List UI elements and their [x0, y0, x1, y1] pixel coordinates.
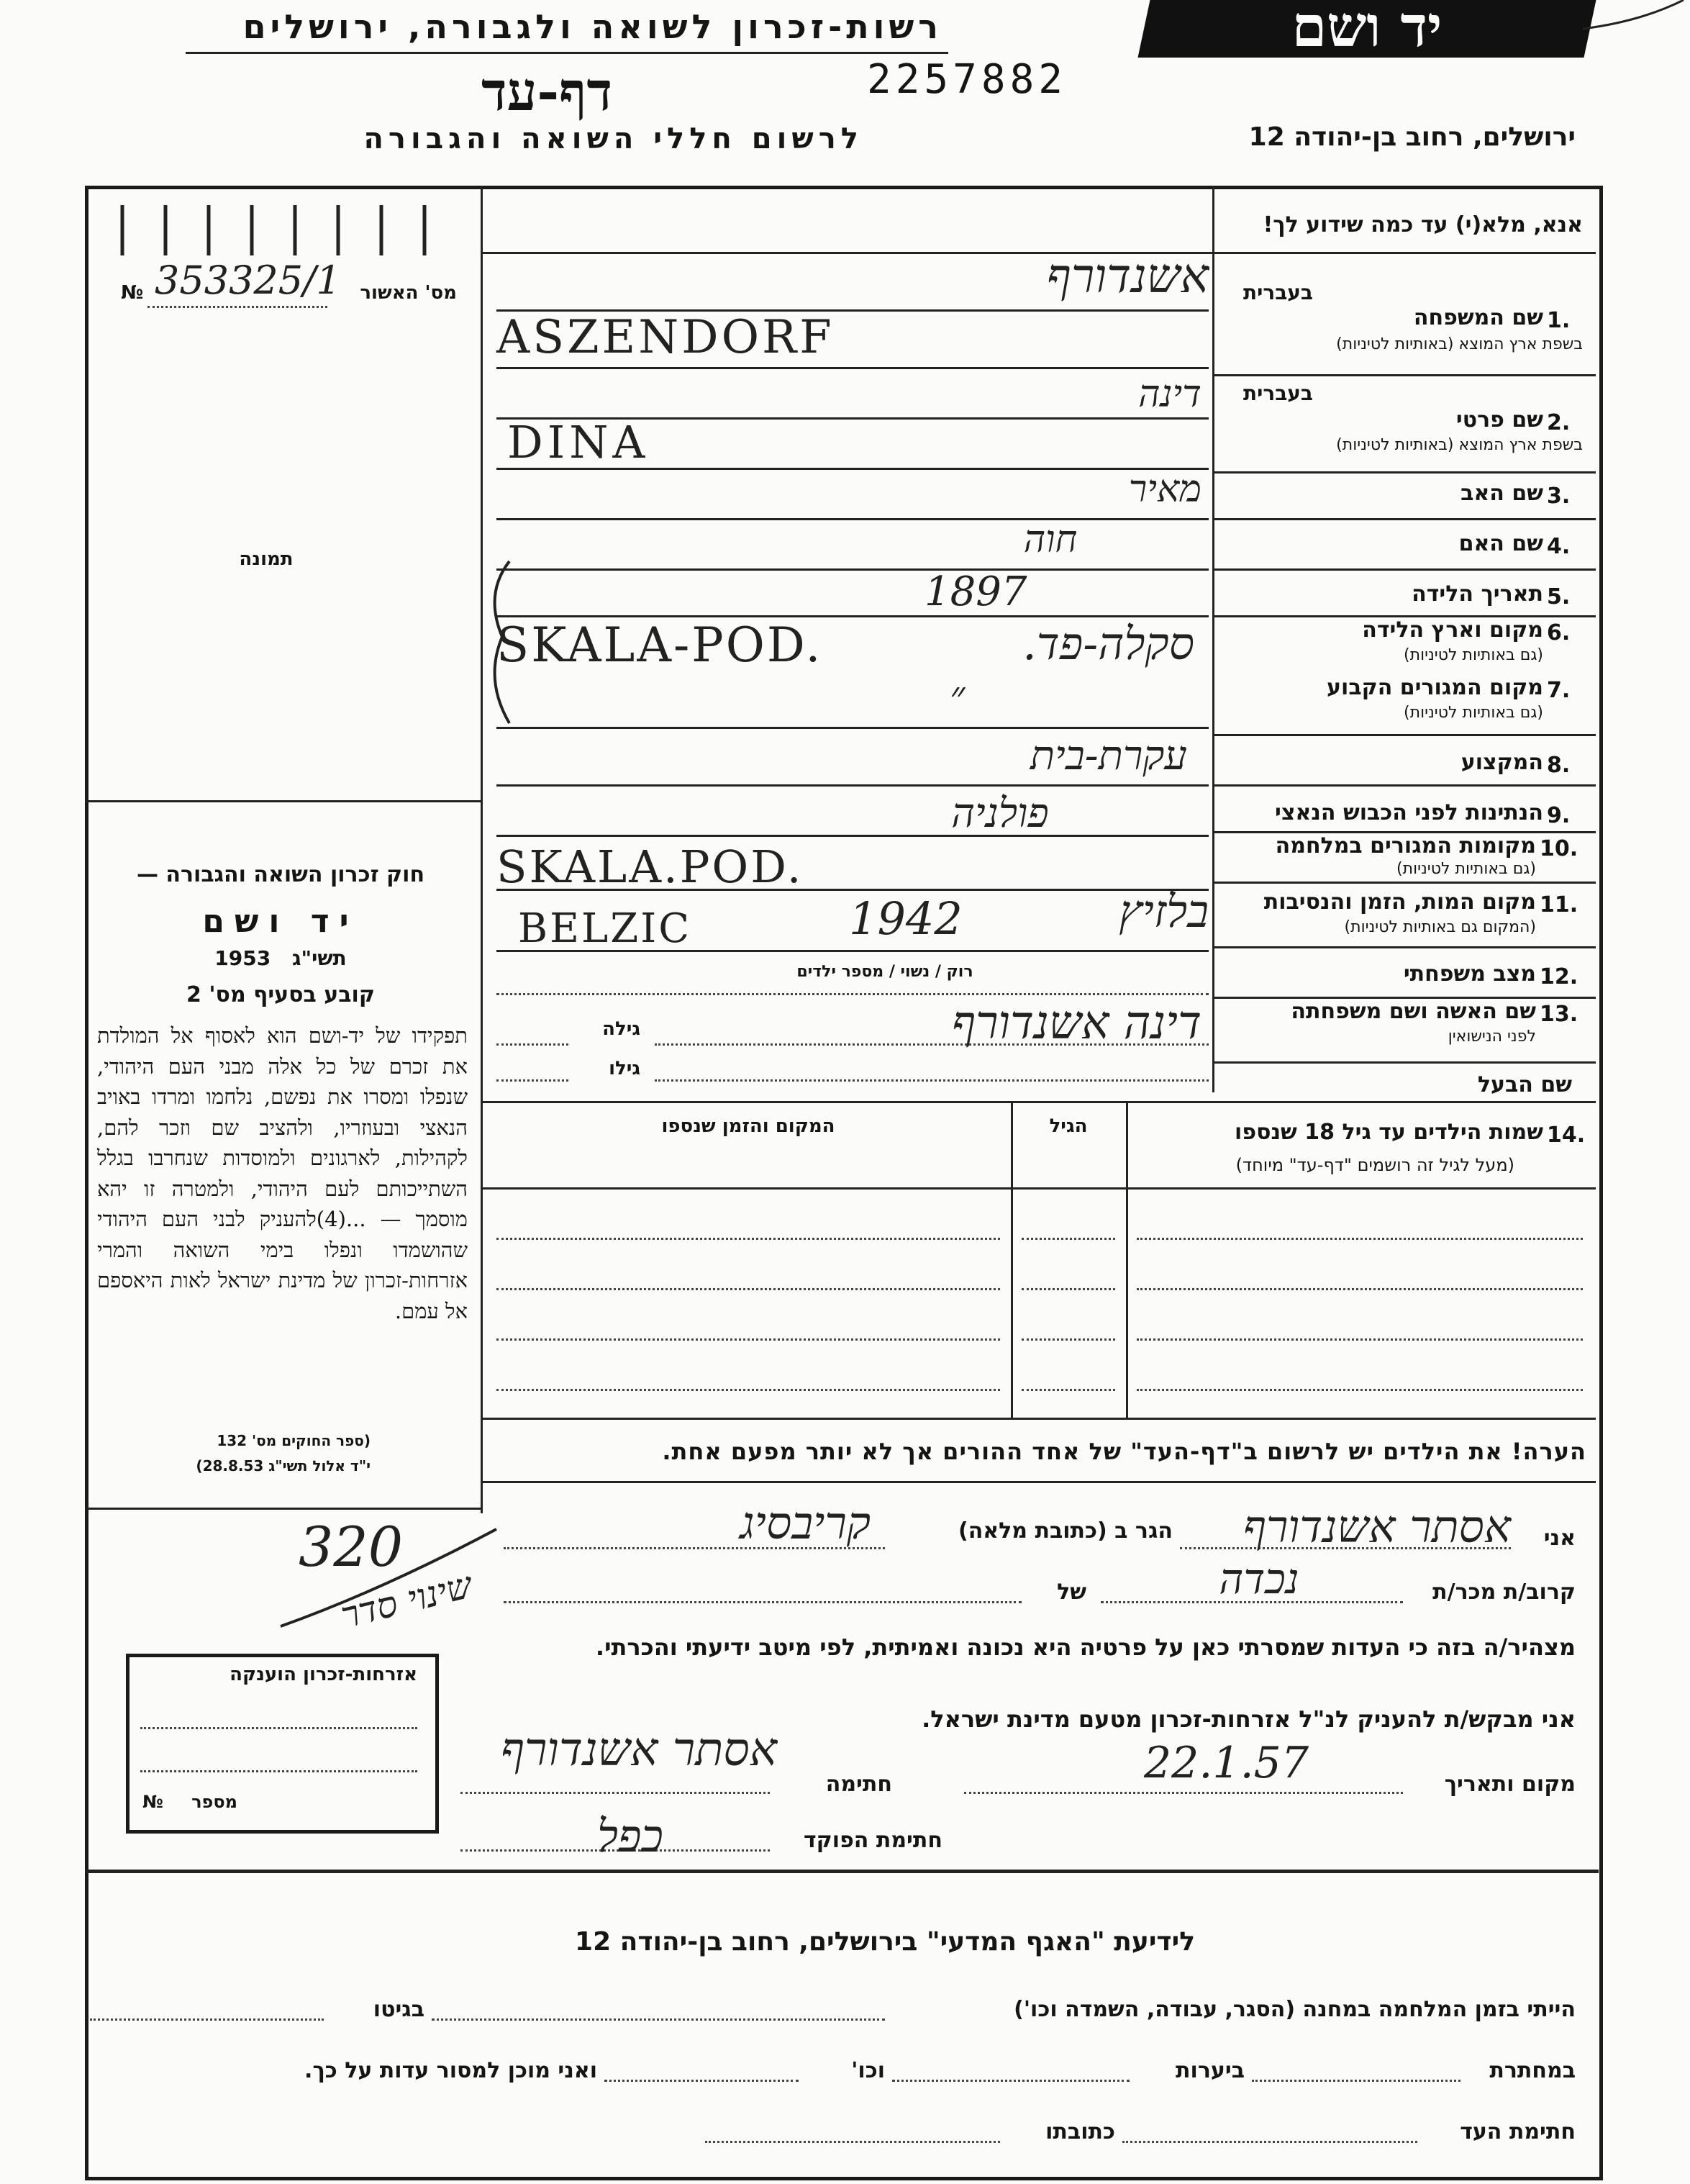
stamp-box-line-2 — [140, 1770, 417, 1772]
form-number: 2257882 — [867, 56, 1068, 103]
field-11-num: 11. — [1540, 892, 1578, 917]
field-7-label: מקום המגורים הקבוע — [1327, 675, 1543, 700]
stamp-box-no-symbol: № — [142, 1792, 163, 1812]
field-12-label: מצב משפחתי — [1403, 961, 1536, 987]
entry-line-13-age — [496, 1043, 568, 1046]
stamp-box-title: אזרחות-זכרון הוענקה — [230, 1664, 417, 1685]
children-col-div-3 — [1011, 1187, 1013, 1418]
label-line-7 — [1212, 734, 1596, 736]
record-no-value: 353325/1 — [155, 258, 341, 303]
label-line-4 — [1212, 568, 1596, 571]
field-10-sub: (גם באותיות לטיניות) — [1396, 860, 1536, 878]
children-sub: (מעל לגיל זה רושמים "דף-עד" מיוחד) — [1235, 1155, 1514, 1175]
field-5-label: תאריך הלידה — [1412, 581, 1543, 607]
field-13-value: דינה אשנדורף — [952, 997, 1201, 1050]
field-3-num: 3. — [1547, 484, 1571, 509]
field-3-label: שם האב — [1460, 481, 1543, 506]
field-1-value-hebrew: אשנדורף — [1046, 248, 1209, 304]
field-13-age-label: גילה — [602, 1018, 640, 1040]
bottom-line1-end — [90, 2018, 324, 2021]
child-row-2-name — [1137, 1288, 1583, 1290]
field-6-label: מקום וארץ הלידה — [1362, 617, 1543, 643]
field-8-value: עקרת-בית — [1030, 733, 1187, 779]
bottom-line3-a: חתימת העד — [1460, 2119, 1576, 2144]
org-line: רשות-זכרון לשואה ולגבורה, ירושלים — [242, 7, 942, 46]
field-13-num: 13. — [1540, 1002, 1578, 1027]
children-col-div-2 — [1126, 1101, 1128, 1418]
decl-request-text: אני מבקש/ת להעניק לנ"ל אזרחות-זכרון מטעם מדינת ישראל. — [922, 1705, 1576, 1733]
form-subtitle: לרשום חללי השואה והגבורה — [363, 122, 863, 155]
org-underline — [186, 52, 948, 54]
field-13-label: שם האשה ושם משפחתה — [1291, 999, 1536, 1024]
field-7-sub: (גם באותיות לטיניות) — [1404, 704, 1543, 722]
entry-line-4 — [496, 568, 1209, 571]
bottom-line1-a: הייתי בזמן המלחמה במחנה (הסגר, עבודה, השמדה וכו') — [1014, 1997, 1576, 2022]
label-line-1 — [1212, 374, 1596, 376]
field-6-value-hebrew: סקלה-פד. — [1022, 617, 1194, 670]
photo-label: תמונה — [239, 548, 294, 570]
section-14-top — [481, 1101, 1596, 1103]
frame-bottom-section-divider — [85, 1870, 1599, 1873]
bottom-line2-a: במחתרת — [1489, 2058, 1576, 2083]
field-4-num: 4. — [1547, 534, 1571, 559]
bottom-line2-d: ואני מוכן למסור עדות על כך. — [304, 2058, 597, 2083]
label-line-13 — [1212, 1061, 1596, 1064]
decl-relative-label: קרוב/ת מכר/ת — [1432, 1580, 1576, 1605]
field-10-label: מקומות המגורים במלחמה — [1275, 833, 1536, 858]
field-4-label: שם האם — [1458, 531, 1543, 556]
law-section: קובע בסעיף מס' 2 — [186, 982, 375, 1007]
field-2-sub: בשפת ארץ המוצא (באותיות לטיניות) — [1336, 436, 1583, 454]
law-ref2: י"ד אלול תשי"ג 28.8.53) — [196, 1457, 371, 1474]
bottom-line2-fill-a — [1252, 2080, 1460, 2082]
law-name: יד ושם — [202, 903, 359, 940]
entry-line-8 — [496, 784, 1209, 787]
decl-date-line — [964, 1792, 1403, 1794]
husband-label: שם הבעל — [1477, 1072, 1572, 1097]
child-row-2-age — [1022, 1288, 1115, 1290]
field-2-num: 2. — [1547, 410, 1571, 435]
bottom-line2-c: וכו' — [851, 2058, 885, 2083]
record-no-symbol: № — [121, 282, 144, 304]
field-1-sub: בשפת ארץ המוצא (באותיות לטיניות) — [1336, 335, 1583, 353]
child-row-1-place — [496, 1238, 1000, 1240]
bottom-line1-b: בגיטו — [373, 1997, 424, 2022]
field-12-num: 12. — [1540, 964, 1578, 989]
law-ref1: (ספר החוקים מס' 132 — [217, 1432, 371, 1449]
instructions: אנא, מלא(י) עד כמה שידוע לך! — [1263, 212, 1583, 237]
field-11-value-hebrew: בלזיץ — [1119, 885, 1209, 938]
law-year-hebrew: תשי"ג — [291, 946, 347, 970]
field-6-num: 6. — [1547, 620, 1571, 645]
field-9-value: פולניה — [951, 790, 1049, 837]
child-row-1-age — [1022, 1238, 1115, 1240]
bottom-line3-b: כתובתו — [1045, 2119, 1115, 2144]
child-row-3-age — [1022, 1338, 1115, 1341]
law-box-bottom — [85, 1508, 481, 1510]
label-line-11 — [1212, 946, 1596, 948]
child-row-3-name — [1137, 1338, 1583, 1341]
bracket-mark — [481, 558, 517, 727]
children-col-div-1 — [1011, 1101, 1013, 1187]
decl-signature-value: אסתר אשנדורף — [500, 1723, 777, 1777]
field-7-value: ״ — [950, 673, 966, 720]
children-col-place: המקום והזמן שנספו — [661, 1115, 835, 1137]
entry-line-7 — [496, 727, 1209, 729]
child-row-4-place — [496, 1389, 1000, 1391]
law-title: חוק זכרון השואה והגבורה — — [136, 862, 425, 887]
field-1-tag: בעברית — [1242, 281, 1313, 304]
field-1-value-latin: ASZENDORF — [496, 311, 835, 364]
decl-of-line — [504, 1601, 1022, 1603]
children-title: שמות הילדים עד גיל 18 שנספו — [1235, 1120, 1543, 1145]
decl-ani: אני — [1543, 1526, 1576, 1551]
bottom-line2-b: ביערות — [1176, 2058, 1245, 2083]
stamp-box-number-label: מספר — [191, 1792, 237, 1812]
child-row-2-place — [496, 1288, 1000, 1290]
tally-marks — [108, 201, 468, 259]
child-row-3-place — [496, 1338, 1000, 1341]
entry-line-12 — [496, 993, 1209, 995]
field-7-num: 7. — [1547, 678, 1571, 703]
labels-divider — [1212, 186, 1214, 1092]
entry-line-1b — [496, 367, 1209, 369]
field-8-label: המקצוע — [1460, 750, 1543, 775]
margin-note-text: שינוי סדר — [337, 1564, 476, 1637]
label-line-2 — [1212, 471, 1596, 473]
child-row-4-name — [1137, 1389, 1583, 1391]
field-5-value: 1897 — [924, 568, 1027, 615]
record-no-line — [147, 306, 327, 308]
decl-place-date-label: מקום ותאריך — [1444, 1772, 1576, 1797]
field-11-sub: (המקום גם באותיות לטיניות) — [1344, 918, 1536, 936]
field-2-value-latin: DINA — [507, 416, 650, 468]
field-2-tag: בעברית — [1242, 381, 1313, 405]
field-11-value-year: 1942 — [849, 892, 963, 945]
bottom-line3-fill-b — [705, 2141, 1000, 2143]
label-line-8 — [1212, 784, 1596, 787]
children-col-age: הגיל — [1049, 1115, 1088, 1137]
logo-swoosh — [1583, 0, 1690, 43]
field-10-value: SKALA.POD. — [496, 840, 804, 893]
child-row-1-name — [1137, 1238, 1583, 1240]
field-2-label: שם פרטי — [1455, 407, 1543, 432]
bottom-line2-fill-b — [892, 2080, 1130, 2082]
record-label: מס' האשור — [360, 282, 457, 304]
field-11-value-latin: BELZIC — [518, 905, 692, 952]
decl-signature-label: חתימה — [825, 1772, 892, 1797]
decl-officer-value: כפל — [597, 1810, 663, 1862]
field-2-value-hebrew: דינה — [1138, 373, 1201, 416]
decl-signature-line — [460, 1792, 770, 1794]
children-note: הערה! את הילדים יש לרשום ב"דף-העד" של אחד ההורים אך לא יותר מפעם אחת. — [662, 1438, 1586, 1465]
field-9-label: הנתינות לפני הכבוש הנאצי — [1275, 800, 1543, 825]
field-9-num: 9. — [1547, 803, 1571, 828]
photo-box-bottom — [85, 800, 481, 802]
field-13-sub: לפני הנישואין — [1448, 1028, 1536, 1046]
field-11-label: מקום המות, הזמן והנסיבות — [1263, 889, 1536, 915]
label-line-3 — [1212, 518, 1596, 520]
field-5-num: 5. — [1547, 584, 1571, 610]
field-10-num: 10. — [1540, 836, 1578, 861]
field-8-num: 8. — [1547, 753, 1571, 778]
decl-relation-value: נכדה — [1219, 1554, 1299, 1603]
field-1-label: שם המשפחה — [1413, 305, 1543, 330]
field-6-sub: (גם באותיות לטיניות) — [1404, 646, 1543, 664]
logo-text: יד ושם — [1291, 0, 1443, 60]
children-num: 14. — [1547, 1123, 1586, 1148]
bottom-line2-fill-c — [604, 2080, 799, 2082]
child-row-4-age — [1022, 1389, 1115, 1391]
decl-address-value: קריבסיג — [740, 1497, 871, 1549]
decl-resides-label: הגר ב (כתובת מלאה) — [958, 1518, 1173, 1544]
law-text: תפקידו של יד-ושם הוא לאסוף אל המולדת את זכרם של כל אלה מבני העם היהודי, שנפלו ומסרו את נפשם, נלחמו ומרדו באויב הנאצי ובעוזריו, ולהציב שם וזכר להם, לקהילות, לארגונים ולמוסדות שנחרבו בגלל השתייכותם לעם היהודי, ולמטרה זו יהא מוסמך — ...(4)להעניק לבני העם היהודי שהושמדו ונפלו בימי השואה והמרי אזרחות-זכרון של מדינת ישראל לאות היאספם אל עמם. — [97, 1023, 468, 1323]
law-year-block — [94, 946, 468, 970]
bottom-line1-fill — [432, 2018, 885, 2021]
field-3-value: מאיר — [1128, 468, 1201, 511]
entry-line-husband-name — [655, 1079, 1209, 1082]
field-4-value: חוה — [1023, 518, 1078, 561]
form-title: דף-עד — [481, 61, 613, 123]
bottom-title: לידיעת "האגף המדעי" בירושלים, רחוב בן-יהודה 12 — [575, 1927, 1195, 1957]
decl-date-value: 22.1.57 — [1144, 1738, 1309, 1788]
label-line-10 — [1212, 882, 1596, 884]
field-6-value-latin: SKALA-POD. — [496, 617, 823, 673]
bottom-line3-fill-a — [1122, 2141, 1417, 2143]
decl-officer-label: חתימת הפוקד — [804, 1828, 942, 1853]
law-year: 1953 — [214, 946, 271, 970]
margin-note-number: 320 — [299, 1515, 404, 1579]
stamp-box-line-1 — [140, 1727, 417, 1729]
left-panel-divider — [481, 186, 483, 1513]
decl-declare-text: מצהיר/ה בזה כי העדות שמסרתי כאן על פרטיה היא נכונה ואמיתית, לפי מיטב ידיעתי והכרתי. — [595, 1634, 1576, 1661]
decl-witness-name: אסתר אשנדורף — [1242, 1500, 1511, 1553]
address: ירושלים, רחוב בן-יהודה 12 — [1248, 122, 1576, 152]
children-header-bottom — [481, 1187, 1596, 1190]
field-12-sub: רוק / נשוי / מספר ילדים — [796, 963, 973, 981]
entry-line-husband-age — [496, 1079, 568, 1082]
decl-of-label: של — [1057, 1580, 1086, 1605]
note-bottom — [481, 1481, 1596, 1483]
field-1-num: 1. — [1547, 308, 1571, 333]
children-grid-bottom — [481, 1418, 1596, 1420]
husband-age-label: גילו — [609, 1058, 640, 1079]
